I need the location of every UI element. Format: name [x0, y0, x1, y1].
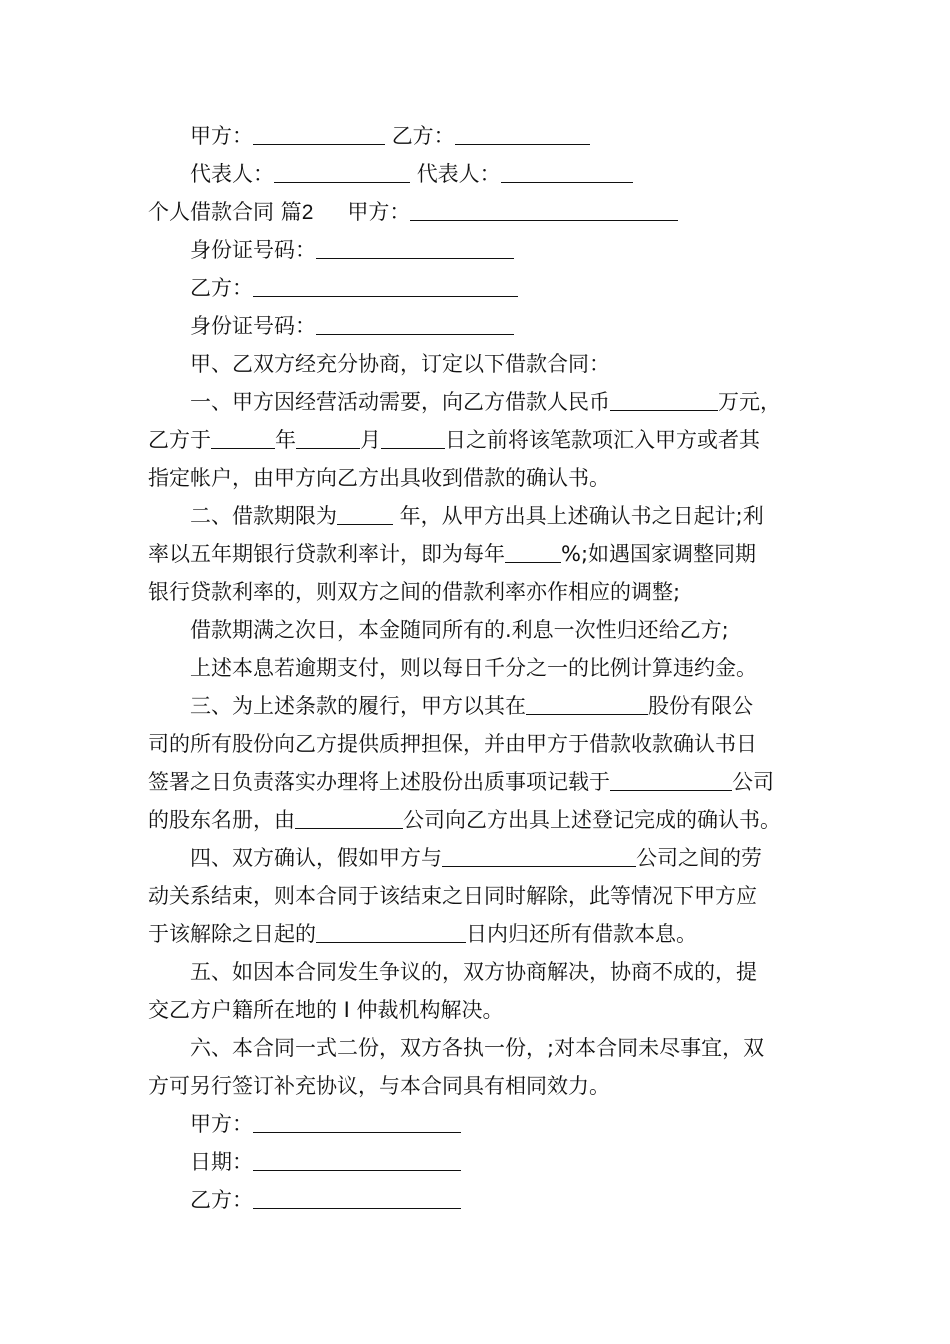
clause-6-text-a: 六、本合同一式二份，双方各执一份，;对本合同未尽事宜，双 [190, 1036, 765, 1060]
company-blank-4 [442, 846, 636, 867]
clause-4-text-d: 于该解除之日起的 [148, 922, 316, 946]
clause-5-line-1 [190, 957, 757, 987]
clause-1-text-c: 乙方于 [148, 428, 211, 452]
month-blank [296, 428, 360, 449]
id-number-label-1: 身份证号码： [190, 238, 316, 262]
footer-party-b-line [190, 1185, 461, 1215]
party-b-blank-2 [253, 276, 518, 297]
clause-6-line-1 [190, 1033, 764, 1063]
clause-2-text-c: 率以五年期银行贷款利率计，即为每年 [148, 542, 505, 566]
clause-3-line-2 [148, 729, 757, 759]
company-blank-2 [610, 770, 732, 791]
clause-4-text-a: 四、双方确认，假如甲方与 [190, 846, 442, 870]
clause-1-line-3 [148, 463, 610, 493]
party-a-blank [253, 124, 385, 145]
clause-4-text-c: 动关系结束，则本合同于该结束之日同时解除，此等情况下甲方应 [148, 884, 757, 908]
footer-date-blank [253, 1150, 461, 1171]
representative-b-label: 代表人： [416, 162, 501, 186]
clause-2-line-3 [148, 577, 680, 607]
company-blank-3 [295, 808, 403, 829]
clause-3-line-3 [148, 767, 774, 797]
clause-1-line-1 [190, 387, 781, 417]
clause-2-text-d: %;如遇国家调整同期 [561, 542, 757, 566]
clause-1-line-2 [148, 425, 760, 455]
footer-date-line [190, 1147, 461, 1177]
clause-2-line-4 [190, 615, 729, 645]
clause-5-text-a: 五、如因本合同发生争议的，双方协商解决，协商不成的，提 [190, 960, 757, 984]
contract-heading-line [148, 197, 678, 228]
clause-3-text-b: 股份有限公 [648, 694, 753, 718]
footer-party-a-label: 甲方： [190, 1112, 253, 1136]
amount-blank [610, 390, 718, 411]
clause-5-text-b: 交乙方户籍所在地的 I 仲裁机构解决。 [148, 998, 504, 1022]
representative-a-label: 代表人： [190, 162, 274, 186]
header-signature-line-1 [190, 121, 590, 151]
footer-party-b-label: 乙方： [190, 1188, 253, 1212]
footer-date-label: 日期： [190, 1150, 253, 1174]
contract-title: 个人借款合同 篇 [148, 200, 302, 224]
clause-3-text-f: 的股东名册，由 [148, 808, 295, 832]
representative-b-blank [501, 162, 633, 183]
clause-2-text-g: 上述本息若逾期支付，则以每日千分之一的比例计算违约金。 [190, 656, 757, 680]
clause-3-text-a: 三、为上述条款的履行，甲方以其在 [190, 694, 526, 718]
clause-4-line-3 [148, 919, 697, 949]
party-b-blank [455, 124, 590, 145]
footer-party-a-line [190, 1109, 461, 1139]
clause-2-line-2 [148, 539, 756, 569]
clause-3-text-d: 签署之日负责落实办理将上述股份出质事项记载于 [148, 770, 610, 794]
clause-3-line-1 [190, 691, 753, 721]
clause-2-text-e: 银行贷款利率的，则双方之间的借款利率亦作相应的调整; [148, 580, 681, 604]
year-blank [211, 428, 275, 449]
clause-6-line-2 [148, 1071, 610, 1101]
day-blank [381, 428, 445, 449]
id-number-line-2 [190, 311, 514, 341]
clause-6-text-b: 方可另行签订补充协议，与本合同具有相同效力。 [148, 1074, 610, 1098]
preamble-line [190, 349, 610, 379]
representative-a-blank [274, 162, 410, 183]
party-a-blank-2 [410, 200, 678, 221]
clause-3-text-c: 司的所有股份向乙方提供质押担保，并由甲方于借款收款确认书日 [148, 732, 757, 756]
clause-2-line-1 [190, 501, 764, 531]
clause-2-text-f: 借款期满之次日，本金随同所有的.利息一次性归还给乙方; [190, 618, 729, 642]
clause-3-text-g: 公司向乙方出具上述登记完成的确认书。 [403, 808, 781, 832]
party-a-label: 甲方： [190, 124, 253, 148]
clause-1-text-e: 月 [360, 428, 381, 452]
id-number-blank-1 [316, 238, 514, 259]
loan-term-blank [337, 504, 393, 525]
footer-party-a-blank [253, 1112, 461, 1133]
clause-1-text-g: 指定帐户，由甲方向乙方出具收到借款的确认书。 [148, 466, 610, 490]
days-blank [316, 922, 466, 943]
clause-1-text-f: 日之前将该笔款项汇入甲方或者其 [445, 428, 760, 452]
party-b-label: 乙方： [391, 124, 455, 148]
clause-4-line-1 [190, 843, 762, 873]
clause-4-line-2 [148, 881, 757, 911]
preamble-text: 甲、乙双方经充分协商，订定以下借款合同： [190, 352, 610, 376]
clause-1-text-a: 一、甲方因经营活动需要，向乙方借款人民币 [190, 390, 610, 414]
clause-2-text-b: 年，从甲方出具上述确认书之日起计;利 [393, 504, 764, 528]
footer-party-b-blank [253, 1188, 461, 1209]
header-signature-line-2 [190, 159, 633, 189]
clause-2-line-5 [190, 653, 757, 683]
party-b-line [190, 273, 518, 303]
company-blank-1 [526, 694, 648, 715]
id-number-line-1 [190, 235, 514, 265]
clause-4-text-b: 公司之间的劳 [636, 846, 762, 870]
party-b-label-2: 乙方： [190, 276, 253, 300]
clause-2-text-a: 二、借款期限为 [190, 504, 337, 528]
clause-4-text-e: 日内归还所有借款本息。 [466, 922, 697, 946]
clause-1-text-d: 年 [275, 428, 296, 452]
clause-3-text-e: 公司 [732, 770, 774, 794]
id-number-label-2: 身份证号码： [190, 314, 316, 338]
interest-rate-blank [505, 542, 561, 563]
contract-number: 2 [301, 201, 314, 224]
id-number-blank-2 [316, 314, 514, 335]
clause-1-text-b: 万元， [718, 390, 781, 414]
party-a-label-2: 甲方： [347, 200, 411, 224]
clause-3-line-4 [148, 805, 781, 835]
clause-5-line-2 [148, 995, 504, 1025]
